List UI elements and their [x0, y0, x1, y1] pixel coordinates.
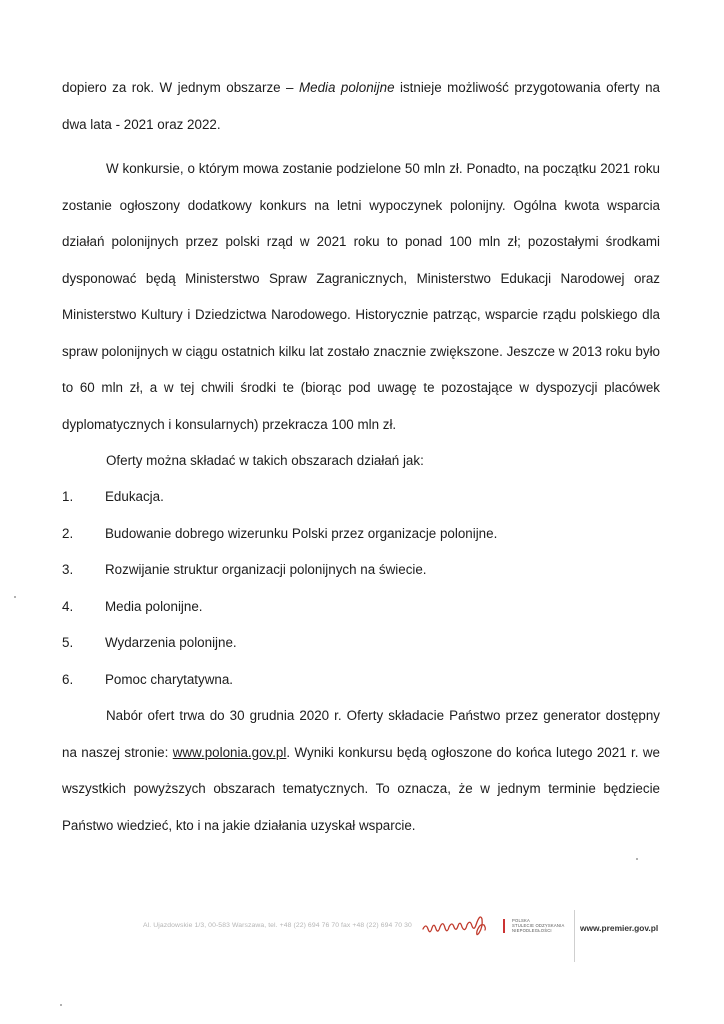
- list-text: Media polonijne.: [105, 598, 203, 614]
- paragraph-funding: [62, 151, 660, 443]
- list-text: Rozwijanie struktur organizacji polonijnych na świecie.: [105, 562, 427, 577]
- paragraph-text: istnieje możliwość przygotowania oferty na dwa lata - 2021 oraz 2022.: [62, 80, 660, 132]
- paragraph-text: Oferty można składać w takich obszarach działań jak:: [106, 453, 424, 468]
- list-item: [62, 662, 660, 699]
- footer-divider: [574, 910, 575, 962]
- paragraph-text: . Wyniki konkursu będą ogłoszone do końca lutego 2021 r. we wszystkich powyższych obszarach tematycznych. To oznacza, że w jednym terminie będziecie Państwo wiedzieć, kto i na jakie działania uzyskał wsparcie.: [62, 744, 660, 833]
- list-number: 6.: [62, 671, 74, 687]
- logo-line: NIEPODLEGŁOŚCI: [512, 928, 552, 933]
- polonia-website-link[interactable]: www.polonia.gov.pl: [172, 744, 287, 760]
- areas-list: [62, 479, 660, 698]
- list-item: [62, 625, 660, 662]
- list-item: [62, 589, 660, 626]
- centenary-logo: [503, 918, 571, 936]
- paragraph-deadline: [62, 698, 660, 844]
- footer-address: Al. Ujazdowskie 1/3, 00-583 Warszawa, tel. +48 (22) 694 76 70 fax +48 (22) 694 70 30: [143, 922, 412, 929]
- list-number: 5.: [62, 635, 74, 650]
- paragraph-text: Nabór ofert trwa do 30 grudnia 2020 r. Oferty składacie Państwo przez generator dostępny na naszej stronie:: [62, 708, 660, 760]
- list-text: Edukacja.: [105, 489, 164, 504]
- scan-speck: [60, 1004, 62, 1006]
- list-item: [62, 479, 660, 516]
- paragraph-continuation: [62, 70, 660, 143]
- paragraph-text: dopiero za rok. W jednym obszarze –: [62, 80, 299, 95]
- logo-line: POLSKA: [512, 918, 530, 923]
- scan-speck: [14, 596, 16, 598]
- list-number: 1.: [62, 489, 74, 504]
- logo-text: [512, 918, 564, 933]
- footer-website: www.premier.gov.pl: [580, 923, 659, 933]
- list-text: Pomoc charytatywna.: [105, 671, 234, 687]
- list-item: [62, 552, 660, 589]
- list-number: 4.: [62, 598, 74, 614]
- list-item: [62, 516, 660, 553]
- italic-term: Media polonijne: [298, 80, 395, 95]
- paragraph-text: W konkursie, o którym mowa zostanie podzielone 50 mln zł. Ponadto, na początku 2021 roku zostanie ogłoszony dodatkowy konkurs na letni wypoczynek polonijny. Ogólna kwota wsparcia działań polonijnych przez polski rząd w 2021 roku to ponad 100 mln zł; pozostałymi środkami dysponować będą Ministerstwo Spraw Zagranicznych, Ministerstwo Edukacji Narodowej oraz Ministerstwo Kultury i Dziedzictwa Narodowego. Historycznie patrząc, wsparcie rządu polskiego dla spraw polonijnych w ciągu ostatnich kilku lat zostało znacznie zwiększone. Jeszcze w 2013 roku było to 60 mln zł, a w tej chwili środki te (biorąc pod uwagę te pozostające w dyspozycji placówek dyplomatycznych i konsularnych) przekracza 100 mln zł.: [62, 161, 660, 432]
- logo-mark-icon: [503, 919, 510, 933]
- paragraph-areas-intro: [62, 443, 660, 480]
- list-number: 3.: [62, 562, 74, 577]
- niepodlegla-signature-logo: [420, 911, 502, 939]
- list-number: 2.: [62, 525, 74, 541]
- list-text: Budowanie dobrego wizerunku Polski przez organizacje polonijne.: [105, 525, 498, 541]
- scan-speck: [636, 858, 638, 860]
- list-text: Wydarzenia polonijne.: [105, 635, 237, 650]
- logo-line: STULECIE ODZYSKANIA: [512, 923, 565, 928]
